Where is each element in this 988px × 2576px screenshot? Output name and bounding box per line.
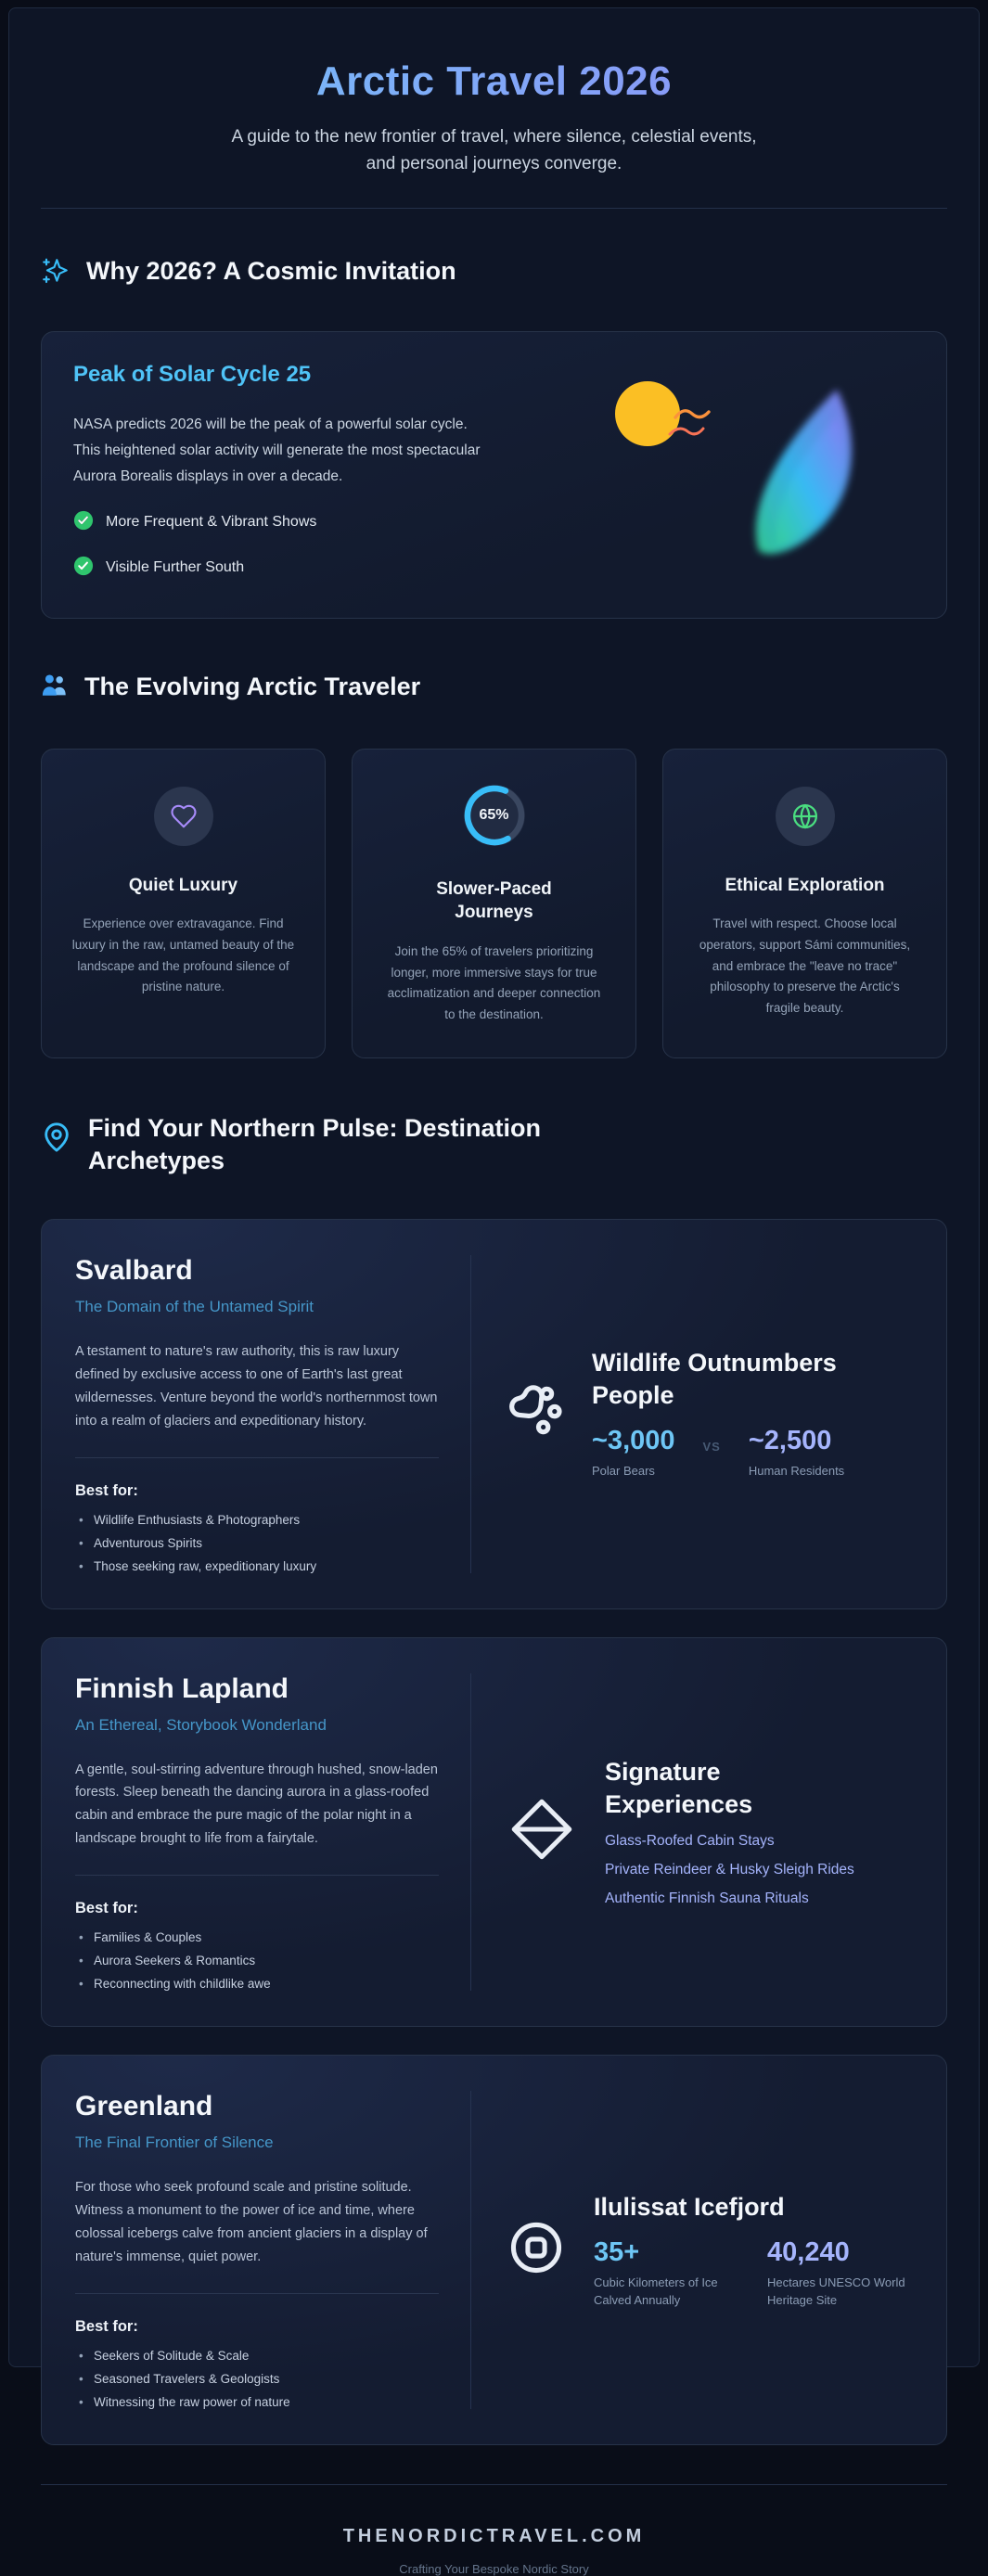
stat-label: Cubic Kilometers of Ice Calved Annually <box>594 2275 718 2307</box>
best-for-item: • Adventurous Spirits <box>75 1536 439 1550</box>
solar-point-label: Visible Further South <box>106 559 245 576</box>
destination-info <box>75 1255 439 1573</box>
destination-tagline: The Final Frontier of Silence <box>75 2134 274 2152</box>
destination-feature <box>503 2091 913 2409</box>
section-title: Why 2026? A Cosmic Invitation <box>86 256 456 285</box>
signature-experiences-list <box>605 1833 854 1907</box>
polar-bear-paw-icon <box>507 1383 564 1445</box>
sun-and-aurora-illustration <box>594 369 918 569</box>
destination-tagline: The Domain of the Untamed Spirit <box>75 1297 314 1315</box>
stat-value: 35+ <box>594 2237 640 2268</box>
traveler-cards <box>41 749 947 1058</box>
destination-description: A gentle, soul-stirring adventure through hushed, snow-laden forests. Sleep beneath the dancing aurora in a glass-roofed cabin and embrace the pure magic of the polar night in a landscape brought to life from a fairytale. <box>75 1762 438 1847</box>
signature-item: Private Reindeer & Husky Sleigh Rides <box>605 1862 854 1878</box>
header-divider <box>41 208 947 209</box>
footer-tagline: Crafting Your Bespoke Nordic Story <box>399 2562 589 2576</box>
feature-heading: Wildlife Outnumbers People <box>592 1349 837 1409</box>
destination-description: A testament to nature's raw authority, this is raw luxury defined by exclusive access to one of Earth's last great wildernesses. Venture beyond the world's northernmost town into a realm of glaciers and expeditionary history. <box>75 1343 438 1429</box>
best-for-item: • Witnessing the raw power of nature <box>75 2395 439 2409</box>
stat-value: ~3,000 <box>592 1426 675 1456</box>
stat-label: Polar Bears <box>592 1464 655 1479</box>
destination-card-finnish-lapland <box>41 1637 947 2028</box>
sun-icon <box>615 381 680 446</box>
destination-info <box>75 1673 439 1992</box>
best-for-item: • Reconnecting with childlike awe <box>75 1977 439 1991</box>
footer-domain: THENORDICTRAVEL.COM <box>342 2526 646 2547</box>
best-for-label: Best for: <box>75 2318 138 2336</box>
best-for-item: • Wildlife Enthusiasts & Photographers <box>75 1513 439 1527</box>
best-for-item: • Aurora Seekers & Romantics <box>75 1954 439 1967</box>
traveler-card-title: Ethical Exploration <box>725 875 885 895</box>
section-cosmic-invitation <box>41 255 947 290</box>
sparkles-icon <box>41 256 71 290</box>
card-divider <box>75 1457 439 1458</box>
section-destination-archetypes <box>41 1112 947 1178</box>
footer-divider <box>41 2484 947 2485</box>
vertical-divider <box>470 1673 471 1992</box>
card-quiet-luxury <box>41 749 326 1058</box>
stat-value: ~2,500 <box>748 1426 832 1456</box>
stat-label: Human Residents <box>748 1464 845 1479</box>
vertical-divider <box>470 1255 471 1573</box>
signature-item: Glass-Roofed Cabin Stays <box>605 1833 775 1850</box>
stat-human-residents <box>749 1426 844 1480</box>
destination-name: Svalbard <box>75 1254 193 1286</box>
destination-feature <box>503 1673 913 1992</box>
signature-item: Authentic Finnish Sauna Rituals <box>605 1890 809 1907</box>
ring-percentage-label: 65% <box>479 806 509 823</box>
feature-heading: Signature Experiences <box>605 1758 753 1818</box>
map-pin-icon <box>41 1121 72 1158</box>
stat-polar-bears <box>592 1426 675 1480</box>
infographic-frame <box>8 7 980 2576</box>
best-for-item: • Those seeking raw, expeditionary luxury <box>75 1559 439 1573</box>
best-for-label: Best for: <box>75 1481 138 1499</box>
solar-card-description: NASA predicts 2026 will be the peak of a powerful solar cycle. This heightened solar activity will generate the most spectacular Aurora Borealis displays in over a decade. <box>73 416 481 484</box>
traveler-card-text: Join the 65% of travelers prioritizing longer, more immersive stays for true acclimatization and deeper connection to the destination. <box>387 943 601 1021</box>
feature-heading: Ilulissat Icefjord <box>594 2192 785 2221</box>
stat-unesco-hectares <box>767 2237 913 2310</box>
card-divider <box>75 2293 439 2294</box>
vertical-divider <box>470 2091 471 2409</box>
globe-icon <box>776 787 835 846</box>
best-for-item: • Seekers of Solitude & Scale <box>75 2349 439 2363</box>
traveler-card-text: Experience over extravagance. Find luxury in the raw, untamed beauty of the landscape and the profound silence of pristine nature. <box>71 916 295 994</box>
progress-ring-65 <box>460 781 529 850</box>
destination-name: Greenland <box>75 2091 213 2122</box>
solar-cycle-card <box>41 331 947 619</box>
section-evolving-traveler <box>41 671 947 704</box>
diamond-icon <box>507 1794 577 1869</box>
check-circle-icon <box>73 510 94 535</box>
section-title: The Evolving Arctic Traveler <box>84 672 421 700</box>
stats-row <box>594 2237 913 2310</box>
stat-value: 40,240 <box>767 2237 850 2268</box>
destination-description: For those who seek profound scale and pristine solitude. Witness a monument to the power of ice and time, where colossal icebergs calve from ancient glaciers in a display of nature's immense, quiet power. <box>75 2180 428 2265</box>
destination-feature <box>503 1255 913 1573</box>
best-for-list <box>75 1513 439 1573</box>
best-for-label: Best for: <box>75 1900 138 1917</box>
users-icon <box>41 672 69 704</box>
best-for-list <box>75 2349 439 2409</box>
vs-label: VS <box>702 1440 721 1455</box>
traveler-card-title: Slower-Paced Journeys <box>436 878 552 923</box>
destination-tagline: An Ethereal, Storybook Wonderland <box>75 1715 327 1734</box>
best-for-item: • Seasoned Travelers & Geologists <box>75 2372 439 2386</box>
destination-card-svalbard <box>41 1219 947 1609</box>
destination-name: Finnish Lapland <box>75 1672 289 1704</box>
card-divider <box>75 1875 439 1876</box>
page-title: Arctic Travel 2026 <box>41 58 947 105</box>
section-title: Find Your Northern Pulse: Destination Archetypes <box>88 1113 542 1175</box>
traveler-card-text: Travel with respect. Choose local operators, support Sámi communities, and embrace the "leave no trace" philosophy to preserve the Arctic's fragile beauty. <box>699 916 911 1015</box>
solar-point-label: More Frequent & Vibrant Shows <box>106 514 317 531</box>
solar-card-title: Peak of Solar Cycle 25 <box>73 361 312 387</box>
card-slower-paced-journeys <box>352 749 636 1058</box>
traveler-card-title: Quiet Luxury <box>128 875 238 895</box>
destination-card-greenland <box>41 2055 947 2445</box>
stat-label: Hectares UNESCO World Heritage Site <box>767 2275 905 2307</box>
best-for-list <box>75 1930 439 1991</box>
check-circle-icon <box>73 556 94 581</box>
page-subtitle: A guide to the new frontier of travel, where silence, celestial events, and personal journeys converge. <box>231 127 757 174</box>
destination-info <box>75 2091 439 2409</box>
stop-circle-icon <box>507 2218 566 2282</box>
stat-ice-calved <box>594 2237 739 2310</box>
heart-icon <box>154 787 213 846</box>
stats-row <box>592 1426 898 1480</box>
best-for-item: • Families & Couples <box>75 1930 439 1944</box>
card-ethical-exploration <box>662 749 947 1058</box>
